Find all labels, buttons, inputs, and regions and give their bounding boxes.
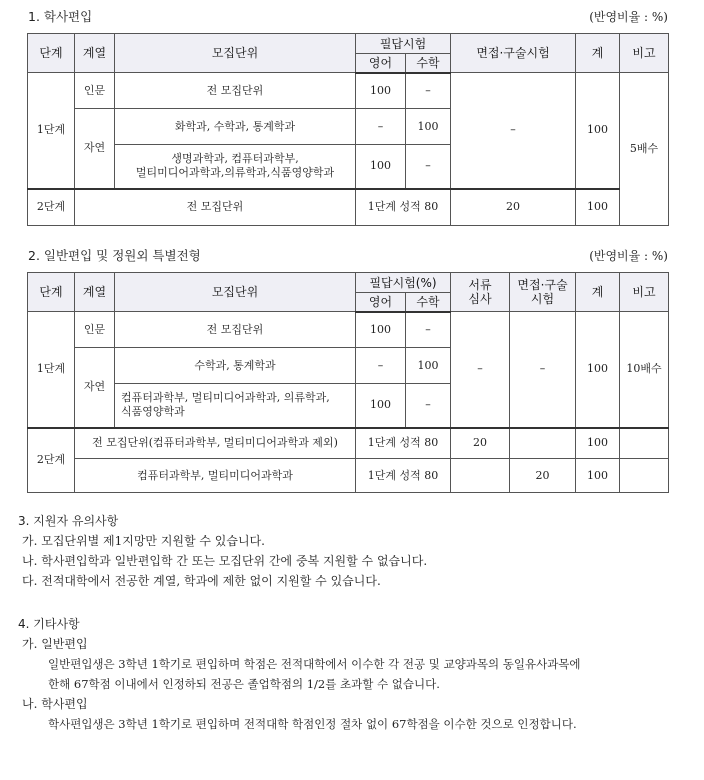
unit-cell: 화학과, 수학과, 통계학과	[115, 109, 356, 145]
unit-line: 멀티미디어과학과,의류학과,식품영양학과	[135, 166, 335, 180]
table-row	[28, 428, 669, 459]
english-cell: 100	[356, 145, 406, 189]
math-cell: –	[406, 73, 451, 109]
field-cell: 인문	[75, 312, 115, 348]
col-unit: 모집단위	[115, 34, 356, 73]
notice-item: 나. 학사편입학과 일반편입학 간 또는 모집단위 간에 중복 지원할 수 없습니다.	[22, 554, 428, 568]
notice-item: 다. 전적대학에서 전공한 계열, 학과에 제한 없이 지원할 수 있습니다.	[22, 574, 381, 588]
section4-item-b-title: 나. 학사편입	[22, 697, 88, 711]
unit-cell	[115, 145, 356, 189]
unit-cell: 수학과, 통계학과	[115, 348, 356, 384]
col-interview: 면접·구술시험	[451, 34, 576, 73]
col-docs-line: 심사	[468, 292, 492, 306]
section4	[18, 614, 698, 734]
unit-cell: 컴퓨터과학부, 멀티미디어과학과	[75, 459, 356, 493]
note-cell: 5배수	[620, 73, 669, 226]
english-cell: 100	[356, 73, 406, 109]
unit-cell: 전 모집단위	[115, 312, 356, 348]
interview-cell: 20	[451, 189, 576, 226]
unit-line: 식품영양학과	[121, 405, 185, 419]
written-cell: 1단계 성적 80	[356, 428, 451, 459]
col-written: 필답시험(%)	[356, 273, 451, 293]
note-cell	[620, 428, 669, 459]
section4-title: 4. 기타사항	[18, 617, 80, 631]
col-total: 계	[576, 273, 620, 312]
english-cell: –	[356, 109, 406, 145]
stage-cell: 1단계	[28, 312, 75, 428]
section4-item-b-text: 학사편입생은 3학년 1학기로 편입하며 전적대학 학점인정 절차 없이 67학점을 이수한 것으로 인정합니다.	[48, 717, 577, 731]
col-unit: 모집단위	[115, 273, 356, 312]
table-row	[28, 189, 669, 226]
interview-cell	[510, 428, 576, 459]
table-row	[28, 459, 669, 493]
col-interview-line: 시험	[530, 292, 555, 306]
docs-cell: 20	[451, 428, 510, 459]
stage-cell: 2단계	[28, 189, 75, 226]
total-cell: 100	[576, 73, 620, 189]
note-cell: 10배수	[620, 312, 669, 428]
math-cell: –	[406, 145, 451, 189]
section2-header	[28, 248, 668, 264]
section1-header	[28, 9, 668, 25]
unit-cell: 전 모집단위(컴퓨터과학부, 멀티미디어과학과 제외)	[75, 428, 356, 459]
section2-table	[27, 272, 669, 493]
math-cell: 100	[406, 109, 451, 145]
english-cell: 100	[356, 312, 406, 348]
math-cell: –	[406, 312, 451, 348]
math-cell: –	[406, 384, 451, 428]
table-row	[28, 312, 669, 348]
col-field: 계열	[75, 273, 115, 312]
english-cell: –	[356, 348, 406, 384]
english-cell: 100	[356, 384, 406, 428]
col-stage: 단계	[28, 34, 75, 73]
col-interview-line: 면접·구술	[517, 278, 568, 292]
section1-ratio: (반영비율 : %)	[589, 10, 668, 24]
col-field: 계열	[75, 34, 115, 73]
written-cell: 1단계 성적 80	[356, 189, 451, 226]
interview-cell: 20	[510, 459, 576, 493]
total-cell: 100	[576, 428, 620, 459]
col-math: 수학	[406, 54, 451, 73]
section3-title: 3. 지원자 유의사항	[18, 514, 119, 528]
unit-cell: 전 모집단위	[75, 189, 356, 226]
col-written: 필답시험	[356, 34, 451, 54]
stage-cell: 1단계	[28, 73, 75, 189]
unit-cell	[115, 384, 356, 428]
interview-cell: –	[510, 312, 576, 428]
section2-title: 2. 일반편입 및 정원외 특별전형	[28, 248, 201, 263]
math-cell: 100	[406, 348, 451, 384]
total-cell: 100	[576, 189, 620, 226]
unit-line: 생명과학과, 컴퓨터과학부,	[171, 152, 299, 166]
interview-cell: –	[451, 73, 576, 189]
total-cell: 100	[576, 312, 620, 428]
unit-cell: 전 모집단위	[115, 73, 356, 109]
col-english: 영어	[356, 54, 406, 73]
notice-item: 가. 모집단위별 제1지망만 지원할 수 있습니다.	[22, 534, 265, 548]
section1-table	[27, 33, 669, 226]
docs-cell: –	[451, 312, 510, 428]
field-cell: 자연	[75, 109, 115, 189]
col-docs-line: 서류	[468, 278, 492, 292]
docs-cell	[451, 459, 510, 493]
section4-item-a-text: 한해 67학점 이내에서 인정하되 전공은 졸업학점의 1/2를 초과할 수 없습니다.	[48, 677, 440, 691]
col-docs	[451, 273, 510, 312]
section4-item-a-text: 일반편입생은 3학년 1학기로 편입하며 학점은 전적대학에서 이수한 각 전공 및 교양과목의 동일유사과목에	[48, 657, 581, 671]
col-stage: 단계	[28, 273, 75, 312]
field-cell: 인문	[75, 73, 115, 109]
field-cell: 자연	[75, 348, 115, 428]
section2-ratio: (반영비율 : %)	[589, 249, 668, 263]
col-interview	[510, 273, 576, 312]
total-cell: 100	[576, 459, 620, 493]
table-row	[28, 73, 669, 109]
col-note: 비고	[620, 273, 669, 312]
col-total: 계	[576, 34, 620, 73]
col-note: 비고	[620, 34, 669, 73]
section1-title: 1. 학사편입	[28, 9, 93, 24]
written-cell: 1단계 성적 80	[356, 459, 451, 493]
section4-item-a-title: 가. 일반편입	[22, 637, 88, 651]
note-cell	[620, 459, 669, 493]
stage-cell: 2단계	[28, 428, 75, 493]
unit-line: 컴퓨터과학부, 멀티미디어과학과, 의류학과,	[121, 391, 330, 405]
section3	[18, 511, 698, 591]
col-english: 영어	[356, 293, 406, 312]
col-math: 수학	[406, 293, 451, 312]
